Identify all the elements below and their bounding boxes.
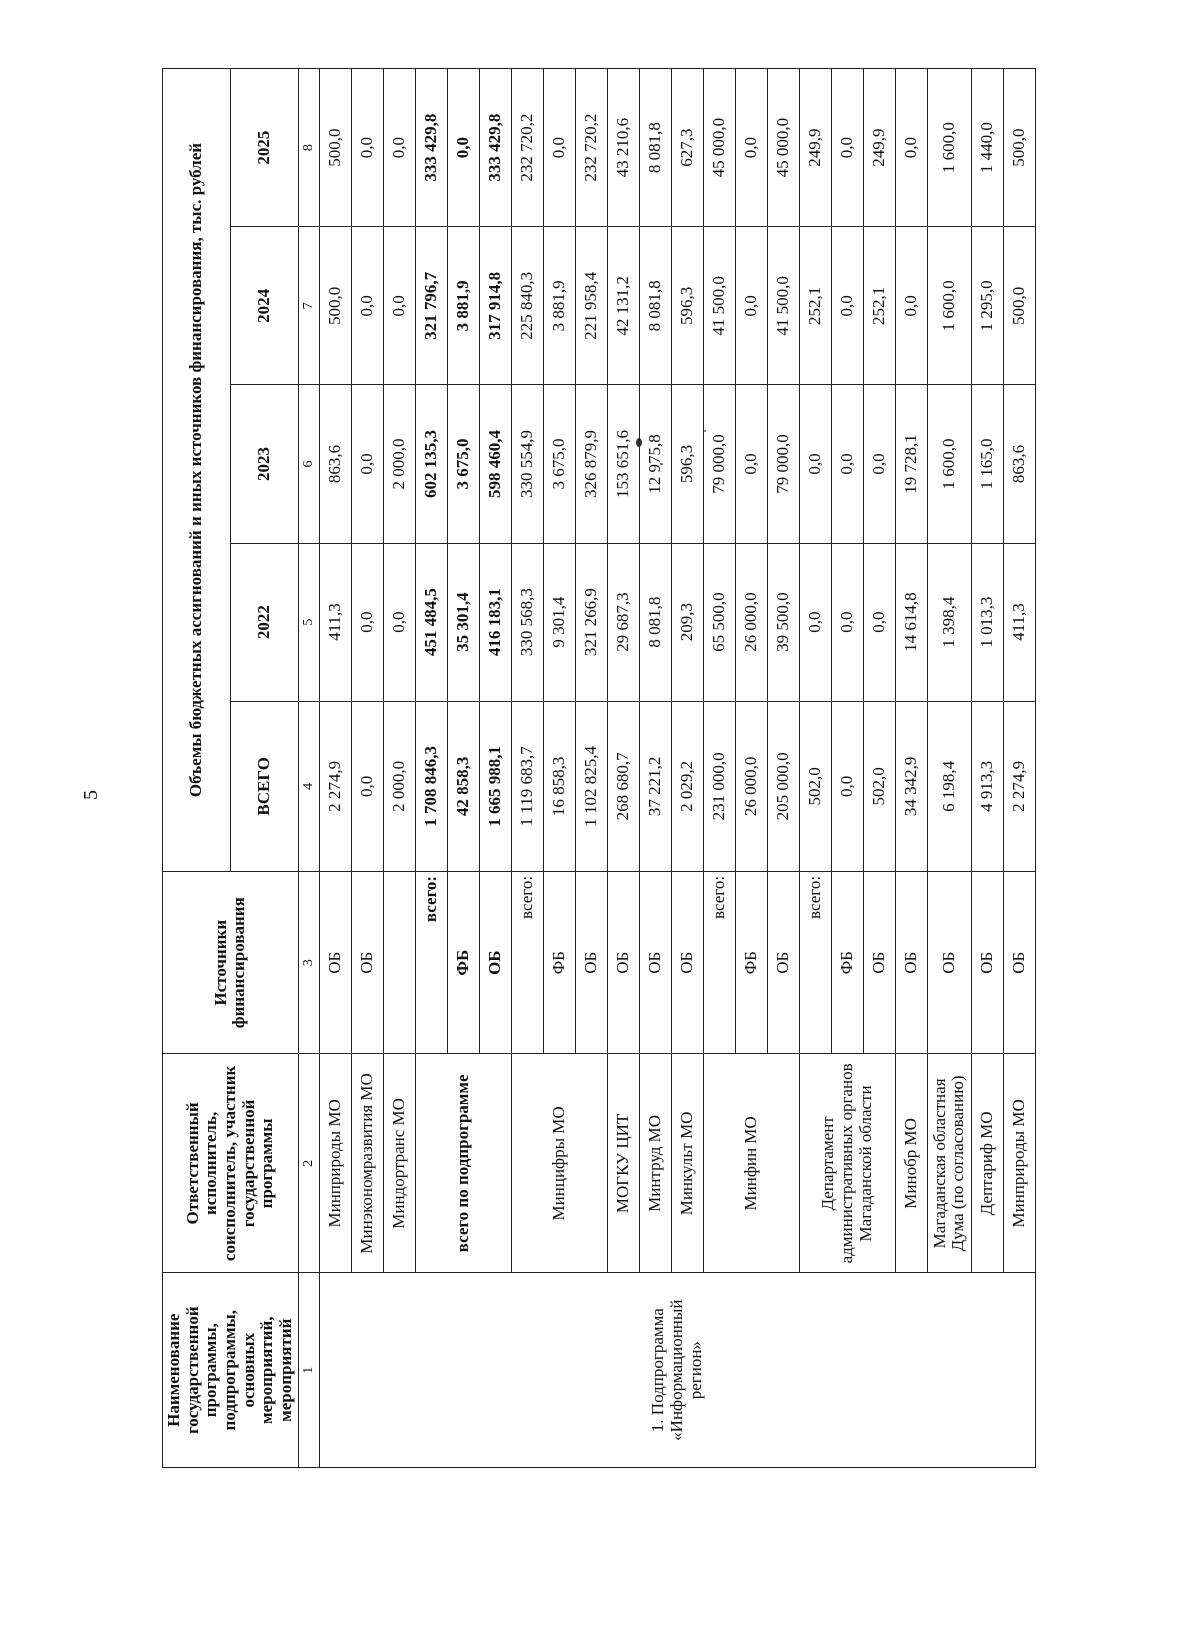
value-cell: 0,0 <box>383 543 415 701</box>
executor-cell: Минэкономразвития МО <box>351 1054 383 1273</box>
source-cell: ОБ <box>639 871 671 1053</box>
value-cell: 4 913,3 <box>971 701 1003 871</box>
value-cell: 333 429,8 <box>479 69 511 227</box>
table-row <box>799 69 831 1468</box>
table-row <box>415 69 447 1468</box>
value-cell: 34 342,9 <box>895 701 927 871</box>
value-cell: 0,0 <box>831 69 863 227</box>
value-cell: 411,3 <box>1003 543 1035 701</box>
value-cell: 1 398,4 <box>927 543 971 701</box>
value-cell: 0,0 <box>831 227 863 385</box>
table-row <box>927 69 971 1468</box>
value-cell: 2 000,0 <box>383 701 415 871</box>
value-cell: 596,3 <box>671 227 703 385</box>
value-cell: 1 600,0 <box>927 385 971 543</box>
source-cell: ФБ <box>543 871 575 1053</box>
value-cell: 45 000,0 <box>703 69 735 227</box>
value-cell: 45 000,0 <box>767 69 799 227</box>
value-cell: 3 675,0 <box>447 385 479 543</box>
value-cell: 0,0 <box>863 385 895 543</box>
table-row <box>319 69 351 1468</box>
value-cell: 26 000,0 <box>735 543 767 701</box>
source-cell: ОБ <box>1003 871 1035 1053</box>
header-year-2023: 2023 <box>230 385 298 543</box>
table-row <box>1003 69 1035 1468</box>
executor-cell: Минфин МО <box>703 1054 799 1273</box>
value-cell: 0,0 <box>543 69 575 227</box>
value-cell: 0,0 <box>831 701 863 871</box>
value-cell: 3 881,9 <box>543 227 575 385</box>
value-cell: 451 484,5 <box>415 543 447 701</box>
table-row <box>383 69 415 1468</box>
value-cell: 29 687,3 <box>607 543 639 701</box>
col-number: 6 <box>298 385 319 543</box>
col-number: 4 <box>298 701 319 871</box>
value-cell: 0,0 <box>863 543 895 701</box>
value-cell: 1 600,0 <box>927 227 971 385</box>
value-cell: 35 301,4 <box>447 543 479 701</box>
value-cell: 2 274,9 <box>319 701 351 871</box>
value-cell: 43 210,6 <box>607 69 639 227</box>
value-cell: 12 975,8 <box>639 385 671 543</box>
budget-table-rotated <box>162 68 1052 1468</box>
value-cell: 26 000,0 <box>735 701 767 871</box>
value-cell: 0,0 <box>735 69 767 227</box>
table-row <box>703 69 735 1468</box>
header-total: ВСЕГО <box>230 701 298 871</box>
header-program-name: Наименование государственной программы, подпрограммы, основных мероприятий, мероприятий <box>163 1273 299 1468</box>
source-cell: ОБ <box>351 871 383 1053</box>
value-cell: 2 274,9 <box>1003 701 1035 871</box>
value-cell: 16 858,3 <box>543 701 575 871</box>
value-cell: 209,3 <box>671 543 703 701</box>
value-cell: 1 102 825,4 <box>575 701 607 871</box>
value-cell: 317 914,8 <box>479 227 511 385</box>
value-cell: 598 460,4 <box>479 385 511 543</box>
source-cell: ОБ <box>927 871 971 1053</box>
value-cell: 0,0 <box>351 69 383 227</box>
executor-cell: Минприроды МО <box>1003 1054 1035 1273</box>
header-executor: Ответственный исполнитель, соисполнитель, участник государственной программы <box>163 1054 299 1273</box>
table-row <box>607 69 639 1468</box>
value-cell: 252,1 <box>863 227 895 385</box>
value-cell: 232 720,2 <box>511 69 543 227</box>
value-cell: 0,0 <box>735 227 767 385</box>
source-cell: всего: <box>703 871 735 1053</box>
source-cell: ОБ <box>767 871 799 1053</box>
value-cell: 0,0 <box>351 385 383 543</box>
value-cell: 0,0 <box>351 701 383 871</box>
value-cell: 268 680,7 <box>607 701 639 871</box>
value-cell: 1 119 683,7 <box>511 701 543 871</box>
value-cell: 321 796,7 <box>415 227 447 385</box>
col-number: 2 <box>298 1054 319 1273</box>
source-cell: ОБ <box>319 871 351 1053</box>
value-cell: 321 266,9 <box>575 543 607 701</box>
value-cell: 411,3 <box>319 543 351 701</box>
table-row <box>895 69 927 1468</box>
value-cell: 205 000,0 <box>767 701 799 871</box>
value-cell: 330 568,3 <box>511 543 543 701</box>
value-cell: 627,3 <box>671 69 703 227</box>
value-cell: 1 013,3 <box>971 543 1003 701</box>
value-cell: 37 221,2 <box>639 701 671 871</box>
executor-cell: Минприроды МО <box>319 1054 351 1273</box>
header-year-2025: 2025 <box>230 69 298 227</box>
value-cell: 1 295,0 <box>971 227 1003 385</box>
value-cell: 42 131,2 <box>607 227 639 385</box>
col-number: 1 <box>298 1273 319 1468</box>
value-cell: 326 879,9 <box>575 385 607 543</box>
table-row <box>351 69 383 1468</box>
value-cell: 0,0 <box>383 69 415 227</box>
value-cell: 0,0 <box>799 543 831 701</box>
value-cell: 502,0 <box>799 701 831 871</box>
value-cell: 39 500,0 <box>767 543 799 701</box>
value-cell: 79 000,0 <box>767 385 799 543</box>
source-cell: всего: <box>511 871 543 1053</box>
value-cell: 0,0 <box>447 69 479 227</box>
value-cell: 225 840,3 <box>511 227 543 385</box>
value-cell: 1 665 988,1 <box>479 701 511 871</box>
value-cell: 0,0 <box>351 227 383 385</box>
value-cell: 602 135,3 <box>415 385 447 543</box>
value-cell: 79 000,0 <box>703 385 735 543</box>
header-year-2022: 2022 <box>230 543 298 701</box>
value-cell: 2 000,0 <box>383 385 415 543</box>
header-sources: Источники финансирования <box>163 871 299 1053</box>
value-cell: 65 500,0 <box>703 543 735 701</box>
source-cell: ОБ <box>671 871 703 1053</box>
value-cell: 0,0 <box>383 227 415 385</box>
value-cell: 0,0 <box>831 385 863 543</box>
source-cell <box>383 871 415 1053</box>
value-cell: 500,0 <box>319 69 351 227</box>
value-cell: 500,0 <box>319 227 351 385</box>
table-row <box>671 69 703 1468</box>
value-cell: 231 000,0 <box>703 701 735 871</box>
value-cell: 8 081,8 <box>639 69 671 227</box>
col-number: 3 <box>298 871 319 1053</box>
value-cell: 1 165,0 <box>971 385 1003 543</box>
value-cell: 1 600,0 <box>927 69 971 227</box>
value-cell: 3 881,9 <box>447 227 479 385</box>
executor-cell: Минтруд МО <box>639 1054 671 1273</box>
value-cell: 330 554,9 <box>511 385 543 543</box>
value-cell: 596,3 <box>671 385 703 543</box>
value-cell: 0,0 <box>895 227 927 385</box>
executor-cell: Минкульт МО <box>671 1054 703 1273</box>
value-cell: 863,6 <box>1003 385 1035 543</box>
col-number: 8 <box>298 69 319 227</box>
value-cell: 8 081,8 <box>639 227 671 385</box>
value-cell: 0,0 <box>799 385 831 543</box>
source-cell: ФБ <box>831 871 863 1053</box>
value-cell: 42 858,3 <box>447 701 479 871</box>
source-cell: всего: <box>415 871 447 1053</box>
header-year-2024: 2024 <box>230 227 298 385</box>
source-cell: ФБ <box>447 871 479 1053</box>
value-cell: 252,1 <box>799 227 831 385</box>
executor-cell: МОГКУ ЦИТ <box>607 1054 639 1273</box>
value-cell: 19 728,1 <box>895 385 927 543</box>
value-cell: 1 440,0 <box>971 69 1003 227</box>
table-row <box>971 69 1003 1468</box>
subprogram-name: 1. Подпрограмма «Информационный регион» <box>319 1273 1035 1468</box>
value-cell: 500,0 <box>1003 69 1035 227</box>
value-cell: 221 958,4 <box>575 227 607 385</box>
value-cell: 9 301,4 <box>543 543 575 701</box>
value-cell: 232 720,2 <box>575 69 607 227</box>
value-cell: 14 614,8 <box>895 543 927 701</box>
value-cell: 863,6 <box>319 385 351 543</box>
value-cell: 1 708 846,3 <box>415 701 447 871</box>
executor-cell: Миндортранс МО <box>383 1054 415 1273</box>
source-cell: ОБ <box>895 871 927 1053</box>
value-cell: 0,0 <box>735 385 767 543</box>
source-cell: ФБ <box>735 871 767 1053</box>
table-row <box>639 69 671 1468</box>
executor-cell: Дептариф МО <box>971 1054 1003 1273</box>
value-cell: 500,0 <box>1003 227 1035 385</box>
executor-cell: Магаданская областная Дума (по согласованию) <box>927 1054 971 1273</box>
value-cell: 41 500,0 <box>767 227 799 385</box>
source-cell: ОБ <box>971 871 1003 1053</box>
value-cell: 249,9 <box>799 69 831 227</box>
executor-cell: Департамент административных органов Магаданской области <box>799 1054 895 1273</box>
value-cell: 249,9 <box>863 69 895 227</box>
executor-cell: Минцифры МО <box>511 1054 607 1273</box>
source-cell: ОБ <box>607 871 639 1053</box>
value-cell: 0,0 <box>351 543 383 701</box>
source-cell: ОБ <box>863 871 895 1053</box>
source-cell: ОБ <box>575 871 607 1053</box>
value-cell: 502,0 <box>863 701 895 871</box>
value-cell: 333 429,8 <box>415 69 447 227</box>
value-cell: 416 183,1 <box>479 543 511 701</box>
page-number: 5 <box>80 790 102 800</box>
value-cell: 8 081,8 <box>639 543 671 701</box>
col-number: 7 <box>298 227 319 385</box>
header-funding-group: Объемы бюджетных ассигнований и иных источников финансирования, тыс. рублей <box>163 69 231 872</box>
value-cell: 6 198,4 <box>927 701 971 871</box>
source-cell: всего: <box>799 871 831 1053</box>
executor-cell: всего по подпрограмме <box>415 1054 511 1273</box>
budget-table <box>162 68 1036 1468</box>
value-cell: 2 029,2 <box>671 701 703 871</box>
executor-cell: Минобр МО <box>895 1054 927 1273</box>
value-cell: 41 500,0 <box>703 227 735 385</box>
source-cell: ОБ <box>479 871 511 1053</box>
value-cell: 0,0 <box>895 69 927 227</box>
col-number: 5 <box>298 543 319 701</box>
value-cell: 0,0 <box>831 543 863 701</box>
table-row <box>511 69 543 1468</box>
value-cell: 3 675,0 <box>543 385 575 543</box>
value-cell: 153 651,6 <box>607 385 639 543</box>
